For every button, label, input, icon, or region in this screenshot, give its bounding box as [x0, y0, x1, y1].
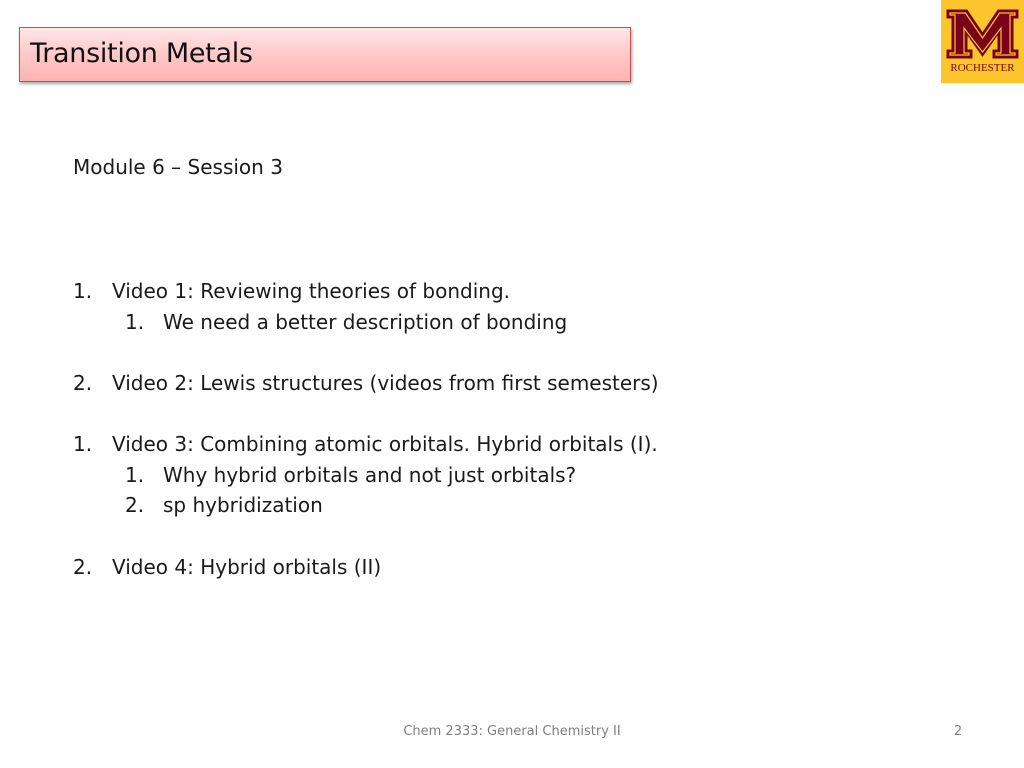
list-subitem [125, 492, 323, 518]
logo-text: ROCHESTER [950, 62, 1015, 74]
list-subitem [125, 462, 577, 488]
list-number: 2. [73, 371, 93, 395]
list-text: Why hybrid orbitals and not just orbitals? [163, 463, 577, 487]
list-number: 1. [73, 432, 93, 456]
list-text: Video 2: Lewis structures (videos from first semesters) [112, 371, 659, 395]
m-logo-icon [941, 0, 1024, 62]
list-text: We need a better description of bonding [163, 310, 568, 334]
university-logo [941, 0, 1024, 83]
page-number: 2 [953, 724, 963, 739]
list-number: 2. [73, 555, 93, 579]
list-text: sp hybridization [163, 493, 323, 517]
module-subtitle: Module 6 – Session 3 [73, 155, 283, 179]
list-item [73, 431, 658, 457]
slide-title: Transition Metals [30, 38, 253, 69]
list-subitem [125, 309, 568, 335]
list-number: 1. [125, 463, 145, 487]
list-number: 1. [125, 310, 145, 334]
list-text: Video 1: Reviewing theories of bonding. [112, 279, 510, 303]
list-number: 2. [125, 493, 145, 517]
title-box [19, 27, 631, 82]
list-text: Video 3: Combining atomic orbitals. Hybrid orbitals (I). [112, 432, 658, 456]
list-text: Video 4: Hybrid orbitals (II) [112, 555, 382, 579]
list-item [73, 278, 510, 304]
list-item [73, 370, 659, 396]
list-item [73, 554, 382, 580]
slide-footer: Chem 2333: General Chemistry II [403, 724, 621, 739]
list-number: 1. [73, 279, 93, 303]
